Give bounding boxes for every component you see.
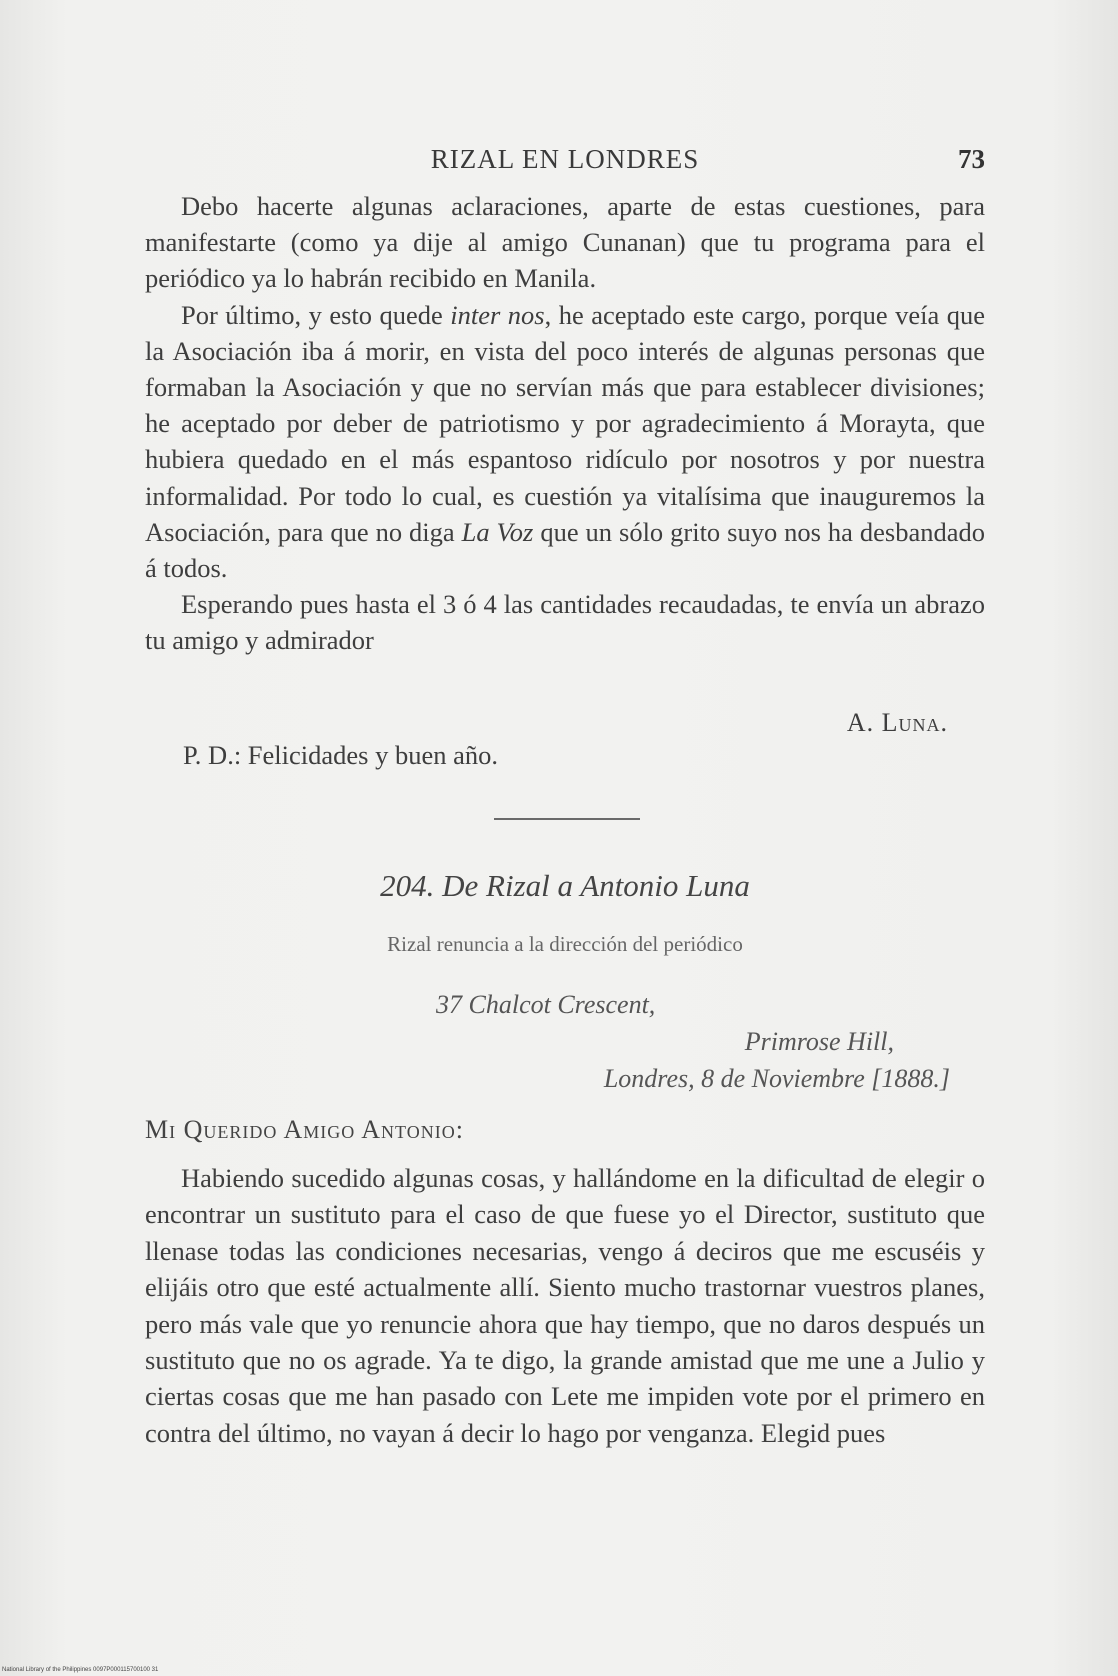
address-street: 37 Chalcot Crescent, [436,990,656,1019]
letter-204-body [145,1160,985,1451]
paragraph-acceptance [145,297,985,587]
signature-luna: A. Luna. [846,708,948,737]
newspaper-name: La Voz [461,516,534,547]
acceptance-text-middle: , he aceptado este cargo, porque veía que la Asociación iba á morir, en vista del poco interés de algunas personas que formaban la Asociación y que no servían más que para establecer divisiones; he aceptado por deber de patriotismo y por agradecimiento á Morayta, que hubiera quedado en el más espantoso ridículo por nosotros y por nuestra informalidad. Por todo lo cual, es cuestión ya vitalísima que inauguremos la Asociación, para que no diga [145,299,985,547]
archive-footer-note: National Library of the Philippines 0097P000115700100 31 [2,1667,159,1673]
letter-subtitle: Rizal renuncia a la dirección del periódico [387,932,743,956]
latin-phrase: inter nos [450,299,545,330]
paragraph-resignation: Habiendo sucedido algunas cosas, y hallándome en la dificultad de elegir o encontrar un sustituto para el caso de que fuese yo el Director, sustituto que llenase todas las condiciones necesarias, vengo á deciros que me escuséis y elijáis otro que esté actualmente allí. Siento mucho trastornar vuestros planes, pero más vale que yo renuncie ahora que hay tiempo, que no daros después un sustituto que no os agrade. Ya te digo, la grande amistad que me une a Julio y ciertas cosas que me han pasado con Lete me impiden vote por el primero en contra del último, no vayan á decir lo hago por venganza. Elegid pues [145,1163,985,1448]
page-number: 73 [958,144,985,174]
letter-203-continuation [145,188,985,659]
address-district: Primrose Hill, [744,1027,894,1056]
acceptance-text-start: Por último, y esto quede [181,299,451,330]
acceptance-text-end: que un sólo grito suyo nos ha desbandado á todos. [145,516,985,584]
paragraph-clarifications: Debo hacerte algunas aclaraciones, aparte de estas cuestiones, para manifestarte (como ya dije al amigo Cunanan) que tu programa para el periódico ya lo habrán recibido en Manila. [145,191,985,294]
paragraph-closing: Esperando pues hasta el 3 ó 4 las cantidades recaudadas, te envía un abrazo tu amigo y admirador [145,589,985,656]
sender-address [390,986,950,1097]
address-city-date: Londres, 8 de Noviembre [1888.] [603,1064,950,1093]
salutation: Mi Querido Amigo Antonio: [145,1115,464,1144]
section-divider [494,818,640,820]
letter-title: 204. De Rizal a Antonio Luna [380,868,750,903]
postscript: P. D.: Felicidades y buen año. [183,740,499,770]
running-title: RIZAL EN LONDRES [430,144,700,174]
page-header [145,144,985,184]
